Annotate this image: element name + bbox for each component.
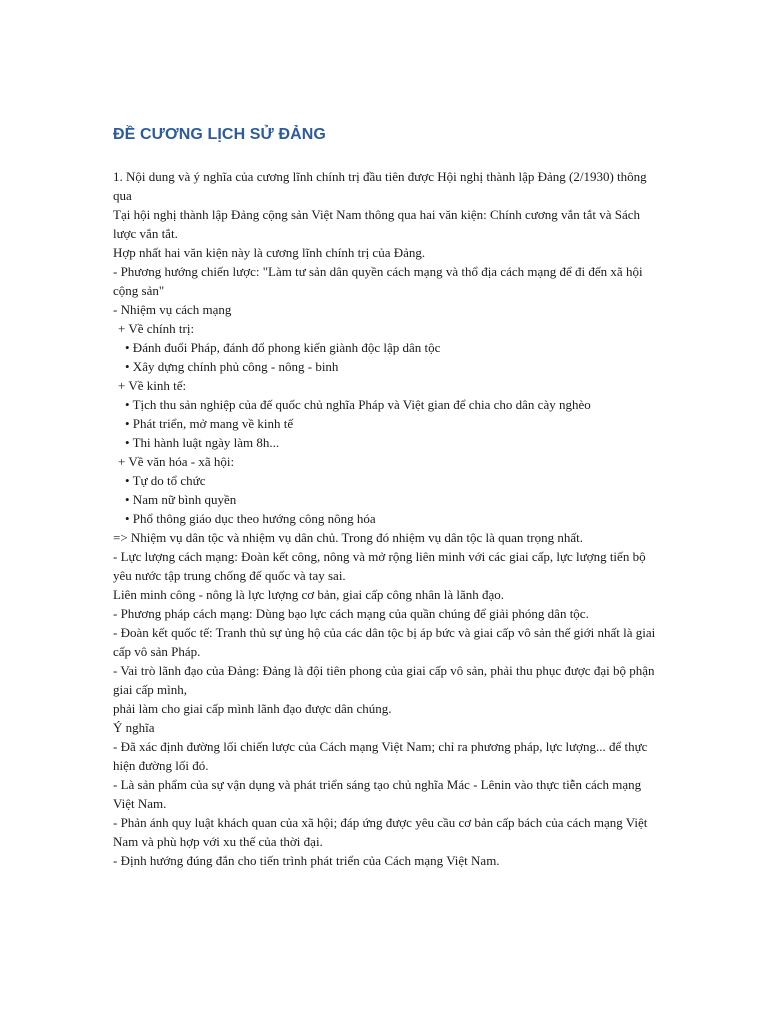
document-line: • Tự do tổ chức — [125, 473, 206, 488]
document-line: 1. Nội dung và ý nghĩa của cương lĩnh chính trị đầu tiên được Hội nghị thành lập Đảng (2/1930) thông qua — [113, 169, 647, 203]
document-line: - Lực lượng cách mạng: Đoàn kết công, nông và mở rộng liên minh với các giai cấp, lực lượng tiến bộ yêu nước tập trung chống đế quốc và tay sai. — [113, 549, 646, 583]
document-body — [113, 167, 661, 870]
document-line: • Thi hành luật ngày làm 8h... — [125, 435, 280, 450]
document-line: Ý nghĩa — [113, 720, 155, 735]
document-line: • Xây dựng chính phủ công - nông - binh — [125, 359, 339, 374]
document-line: - Vai trò lãnh đạo của Đảng: Đảng là đội tiên phong của giai cấp vô sản, phải thu phục được đại bộ phận giai cấp mình, — [113, 663, 655, 697]
document-line: - Phương pháp cách mạng: Dùng bạo lực cách mạng của quần chúng để giải phóng dân tộc. — [113, 606, 589, 621]
document-line: Tại hội nghị thành lập Đảng cộng sản Việt Nam thông qua hai văn kiện: Chính cương vắn tắt và Sách lược vắn tắt. — [113, 207, 641, 241]
document-line: + Về chính trị: — [118, 321, 195, 336]
document-line: Liên minh công - nông là lực lượng cơ bản, giai cấp công nhân là lãnh đạo. — [113, 587, 505, 602]
document-line: • Phổ thông giáo dục theo hướng công nông hóa — [125, 511, 376, 526]
document-line: - Phản ánh quy luật khách quan của xã hội; đáp ứng được yêu cầu cơ bản cấp bách của cách mạng Việt Nam và phù hợp với xu thế của thời đại. — [113, 815, 648, 849]
document-line: - Nhiệm vụ cách mạng — [113, 302, 232, 317]
document-line: • Đánh đuổi Pháp, đánh đổ phong kiến giành độc lập dân tộc — [125, 340, 441, 355]
document-line: - Đã xác định đường lối chiến lược của Cách mạng Việt Nam; chỉ ra phương pháp, lực lượng... để thực hiện đường lối đó. — [113, 739, 648, 773]
document-line: + Về kinh tế: — [118, 378, 187, 393]
document-line: Hợp nhất hai văn kiện này là cương lĩnh chính trị của Đảng. — [113, 245, 426, 260]
document-line: - Là sản phẩm của sự vận dụng và phát triển sáng tạo chủ nghĩa Mác - Lênin vào thực tiễn cách mạng Việt Nam. — [113, 777, 642, 811]
document-line: - Phương hướng chiến lược: "Làm tư sản dân quyền cách mạng và thổ địa cách mạng để đi đến xã hội cộng sản" — [113, 264, 643, 298]
document-line: - Đoàn kết quốc tế: Tranh thủ sự ủng hộ của các dân tộc bị áp bức và giai cấp vô sản thế giới nhất là giai cấp vô sản Pháp. — [113, 625, 656, 659]
document-line: => Nhiệm vụ dân tộc và nhiệm vụ dân chủ. Trong đó nhiệm vụ dân tộc là quan trọng nhất. — [113, 530, 583, 545]
document-line: + Về văn hóa - xã hội: — [118, 454, 235, 469]
document-line: - Định hướng đúng đắn cho tiến trình phát triển của Cách mạng Việt Nam. — [113, 853, 500, 868]
document-line: phải làm cho giai cấp mình lãnh đạo được dân chúng. — [113, 701, 392, 716]
document-line: • Tịch thu sản nghiệp của đế quốc chủ nghĩa Pháp và Việt gian để chia cho dân cày nghèo — [125, 397, 591, 412]
document-title: ĐỀ CƯƠNG LỊCH SỬ ĐẢNG — [113, 126, 326, 143]
document-line: • Nam nữ bình quyền — [125, 492, 237, 507]
document-line: • Phát triển, mở mang về kinh tế — [125, 416, 294, 431]
